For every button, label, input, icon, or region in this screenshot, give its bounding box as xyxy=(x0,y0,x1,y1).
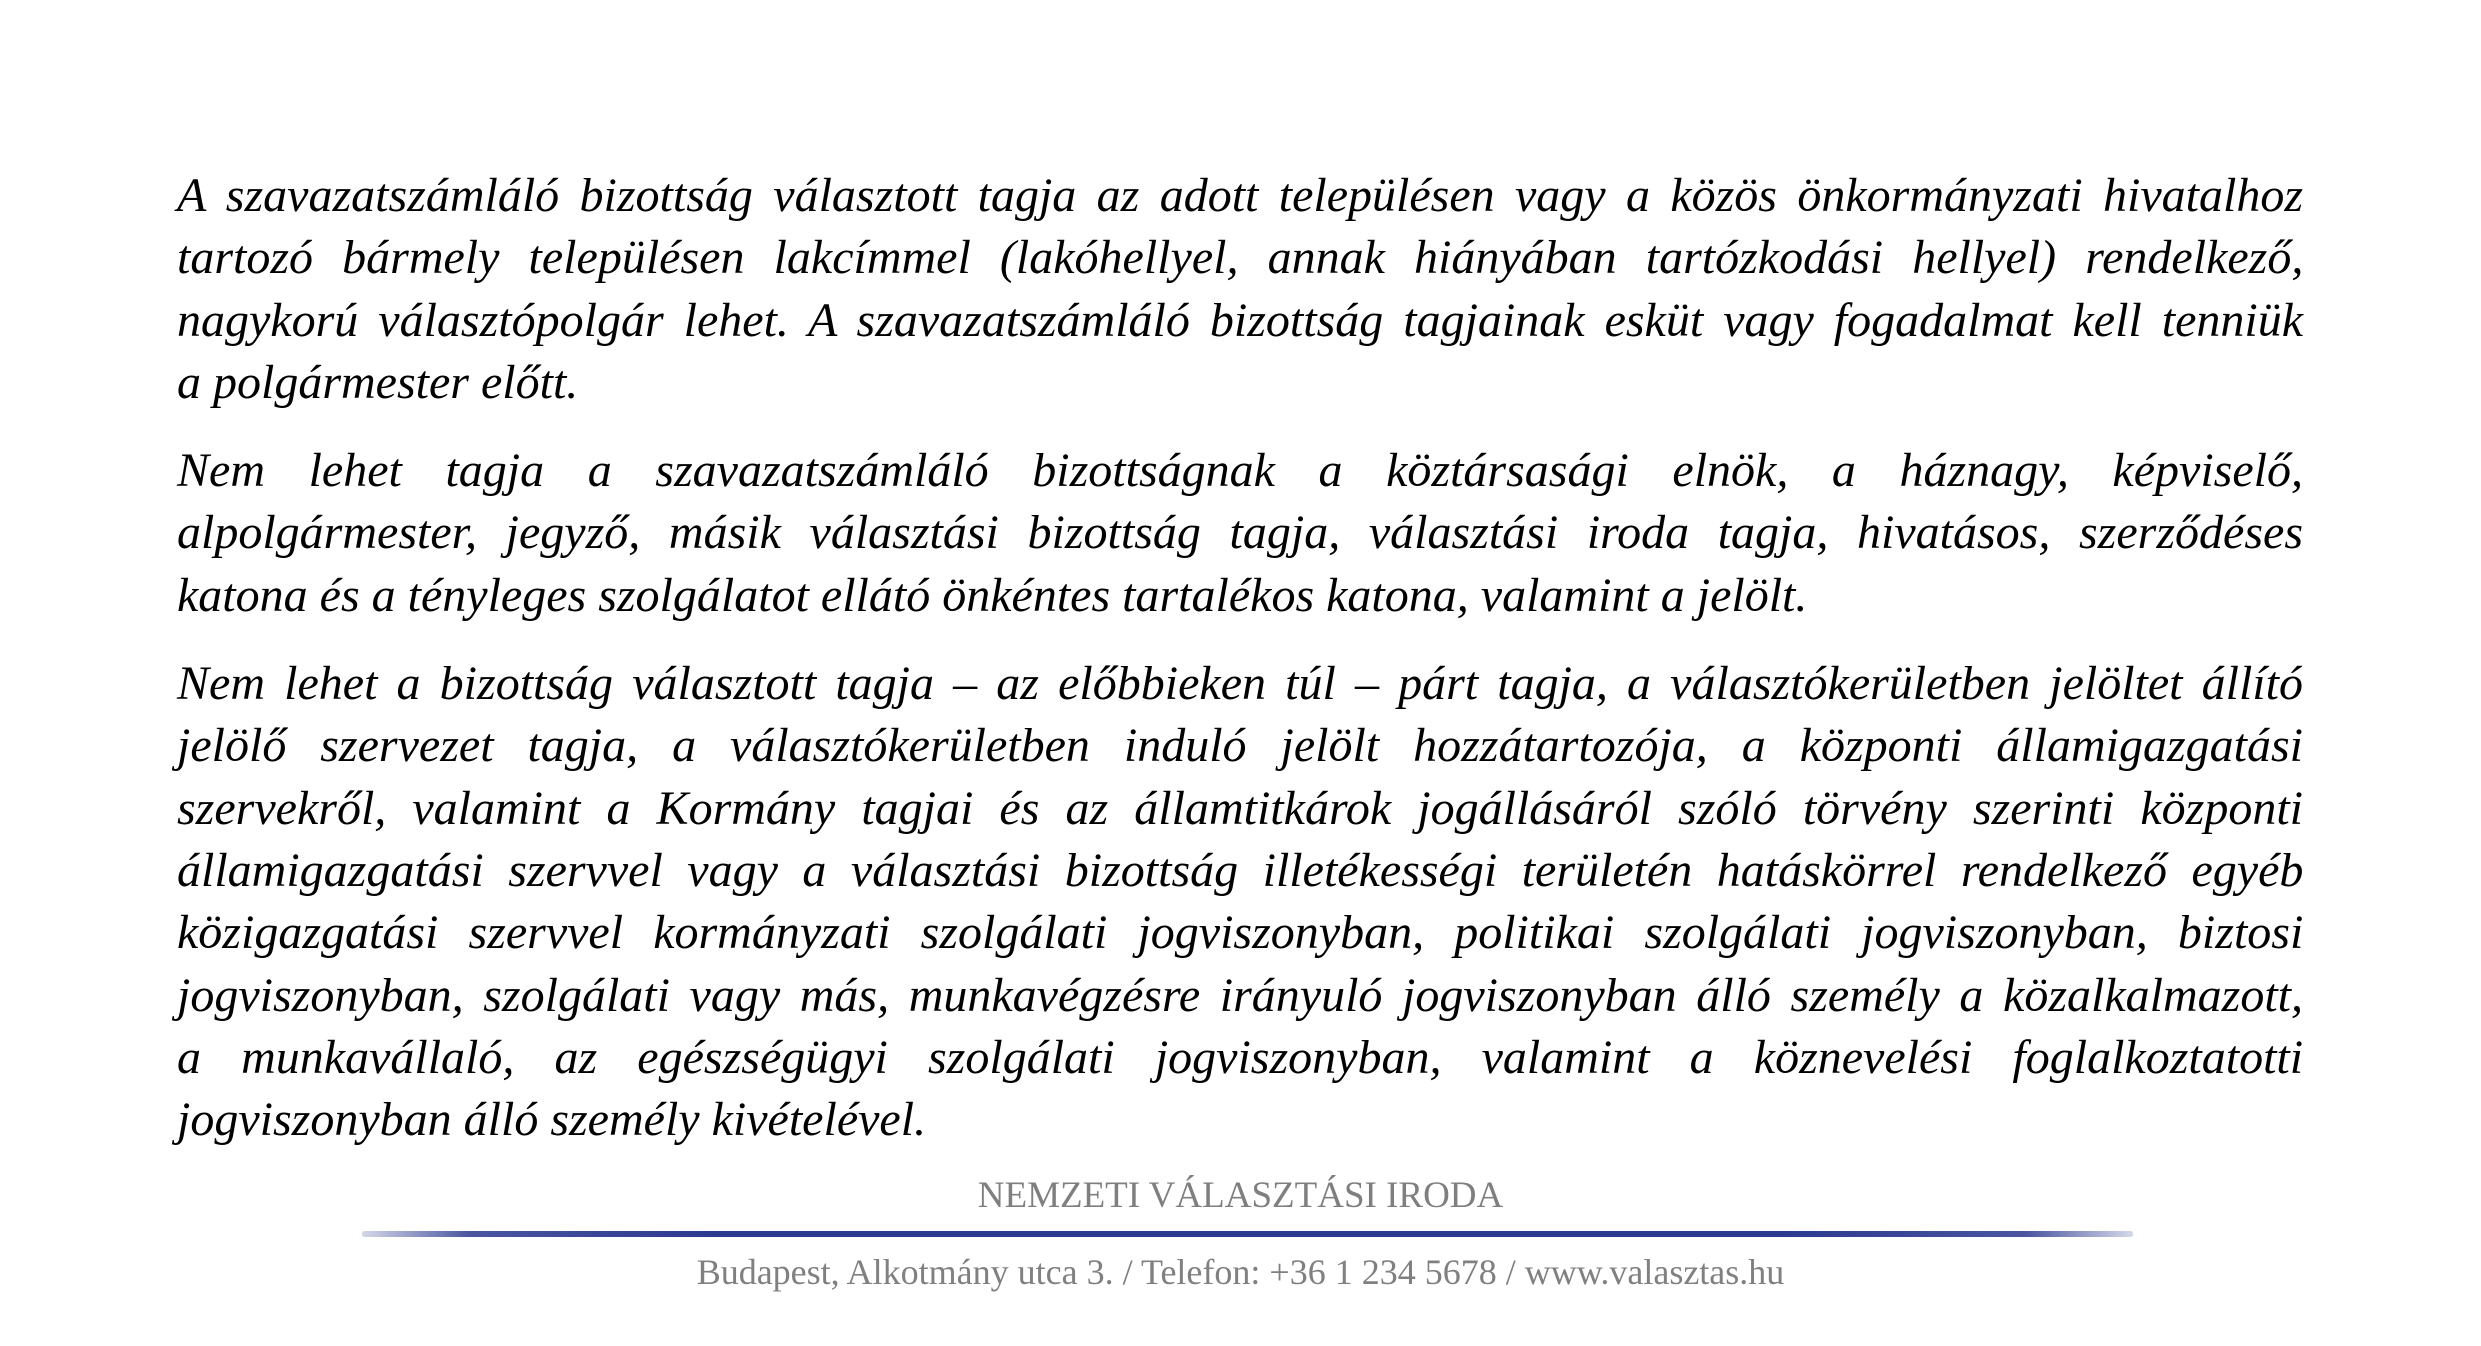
paragraph-eligibility xyxy=(177,165,2303,414)
text-line: államigazgatási szervvel vagy a választási bizottság illetékességi területén hatáskörrel rendelkező egyéb xyxy=(177,843,2304,897)
paragraph-elected-member-restrictions xyxy=(177,653,2303,1151)
text-line: nagykorú választópolgár lehet. A szavazatszámláló bizottság tagjainak esküt vagy fogadalmat kell tenniük xyxy=(177,293,2304,347)
text-line: szervekről, valamint a Kormány tagjai és az államtitkárok jogállásáról szóló törvény szerinti központi xyxy=(177,781,2303,835)
footer-organization-name: NEMZETI VÁLASZTÁSI IRODA xyxy=(977,1175,1504,1216)
text-line: jogviszonyban álló személy kivételével. xyxy=(177,1093,927,1147)
text-line: Nem lehet a bizottság választott tagja – az előbbieken túl – párt tagja, a választókerületben jelöltet állító xyxy=(177,657,2303,711)
text-line: tartozó bármely településen lakcímmel (lakóhellyel, annak hiányában tartózkodási hellyel) rendelkező, xyxy=(177,231,2304,285)
text-line: közigazgatási szervvel kormányzati szolgálati jogviszonyban, politikai szolgálati jogviszonyban, biztosi xyxy=(177,906,2304,960)
footer-divider xyxy=(362,1231,2133,1237)
text-line: jelölő szervezet tagja, a választókerületben induló jelölt hozzátartozója, a központi államigazgatási xyxy=(177,719,2303,773)
text-line: jogviszonyban, szolgálati vagy más, munkavégzésre irányuló jogviszonyban álló személy a közalkalmazott, xyxy=(177,968,2303,1022)
text-line: A szavazatszámláló bizottság választott tagja az adott településen vagy a közös önkormányzati hivatalhoz xyxy=(177,169,2303,222)
text-line: a munkavállaló, az egészségügyi szolgálati jogviszonyban, valamint a köznevelési foglalkoztatotti xyxy=(177,1030,2304,1084)
text-line: Nem lehet tagja a szavazatszámláló bizottságnak a köztársasági elnök, a háznagy, képviselő, xyxy=(177,444,2303,498)
footer-contact-info: Budapest, Alkotmány utca 3. / Telefon: +36 1 234 5678 / www.valasztas.hu xyxy=(696,1252,1785,1292)
text-line: alpolgármester, jegyző, másik választási bizottság tagja, választási iroda tagja, hivatásos, szerződéses xyxy=(177,506,2303,560)
document-body xyxy=(177,165,2303,1177)
text-line: katona és a tényleges szolgálatot ellátó önkéntes tartalékos katona, valamint a jelölt. xyxy=(177,568,1808,622)
text-line: a polgármester előtt. xyxy=(177,355,579,409)
paragraph-incompatibility xyxy=(177,440,2303,627)
